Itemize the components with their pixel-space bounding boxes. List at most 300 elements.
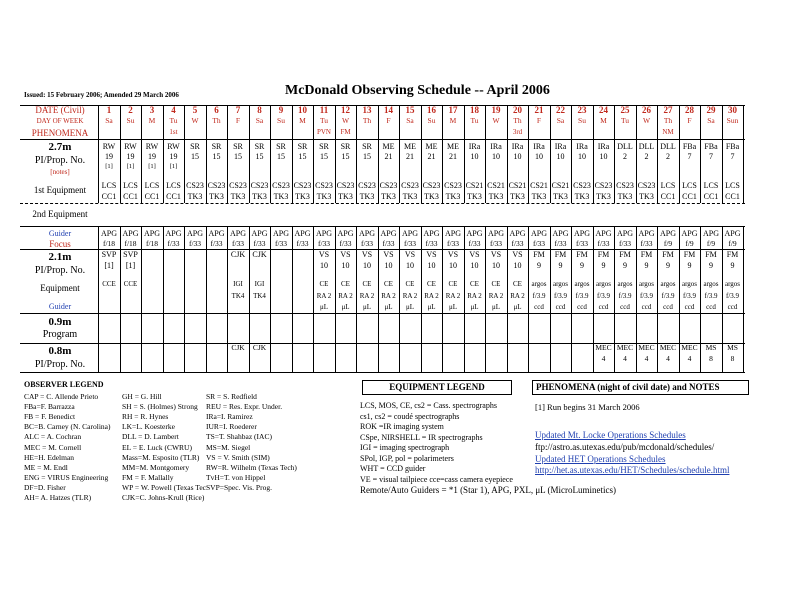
schedule-cell: Su [578, 116, 586, 125]
observer-legend-entry: REU = Res. Expr. Under. [206, 402, 283, 412]
schedule-cell: APG [573, 229, 590, 238]
schedule-cell: CS23 [637, 181, 656, 190]
schedule-cell: LCS [703, 181, 719, 190]
schedule-cell: LCS [144, 181, 160, 190]
schedule-cell: f/33 [210, 239, 223, 248]
schedule-cell: APG [186, 229, 203, 238]
schedule-cell: DLL [638, 142, 655, 151]
schedule-cell: Tu [169, 116, 178, 125]
schedule-cell: f/33 [532, 239, 546, 248]
schedule-cell: APG [423, 229, 440, 238]
schedule-cell: W [341, 116, 350, 125]
schedule-cell: CC1 [101, 192, 117, 201]
schedule-cell: APG [616, 229, 633, 238]
schedule-cell: CS21 [487, 181, 505, 190]
observer-legend-entry: SR = S. Redfield [206, 392, 257, 401]
schedule-cell: f/18 [102, 239, 116, 248]
program-label-09m: Program [42, 329, 78, 340]
schedule-cell: Th [362, 116, 372, 125]
grid-line [20, 203, 745, 204]
schedule-cell: FM [597, 250, 610, 259]
schedule-cell: CE [405, 280, 415, 288]
schedule-cell: APG [229, 229, 246, 238]
schedule-cell: 1 [106, 105, 112, 115]
schedule-cell: Sa [406, 116, 414, 125]
schedule-cell: TK3 [424, 192, 439, 201]
schedule-cell: APG [315, 229, 332, 238]
schedule-cell: 4 [171, 105, 176, 115]
schedule-cell: FBa [725, 142, 740, 151]
schedule-cell: TK4 [231, 292, 245, 300]
schedule-cell: 5 [192, 105, 198, 115]
schedule-cell: 19 [148, 152, 156, 161]
schedule-cell: CE [362, 280, 372, 288]
schedule-cell: f/3.9 [575, 292, 589, 300]
schedule-cell: TK3 [252, 192, 267, 201]
observer-legend-entry: AH= A. Hatzes (TLR) [24, 493, 92, 502]
schedule-cell: APG [509, 229, 526, 238]
schedule-cell: CC1 [725, 192, 740, 201]
schedule-cell: RA 2 [338, 292, 353, 300]
schedule-cell: RW [145, 142, 159, 151]
schedule-cell: FM [554, 250, 567, 259]
schedule-cell: APG [552, 229, 569, 238]
schedule-cell: CS23 [336, 181, 355, 190]
schedule-cell: MS [727, 343, 738, 352]
schedule-cell: APG [208, 229, 225, 238]
schedule-cell: M [299, 116, 306, 125]
link-het-title[interactable] [535, 455, 666, 464]
observer-legend-entry: LK=L. Koesterke [122, 422, 175, 432]
schedule-cell: 13 [362, 105, 372, 115]
schedule-cell: FM [340, 128, 351, 136]
schedule-cell: MS [705, 343, 717, 352]
observer-legend-entry: MS=M. Siegel [206, 442, 251, 452]
grid-divider [141, 226, 142, 372]
schedule-cell: Sa [105, 116, 113, 125]
schedule-cell: CS23 [616, 181, 634, 190]
note-1: [1] Run begins 31 March 2006 [535, 402, 640, 412]
schedule-cell: 9 [730, 261, 735, 270]
schedule-cell: LCS [660, 181, 676, 190]
schedule-cell: 29 [706, 105, 716, 115]
schedule-cell: ccd [727, 303, 738, 311]
schedule-cell: Su [427, 116, 436, 125]
observer-legend-entry: HE=H. Edelman [24, 452, 75, 462]
schedule-cell: 10 [578, 152, 586, 161]
schedule-cell: RW [124, 142, 137, 151]
schedule-cell: f/33 [618, 239, 632, 248]
schedule-cell: f/9 [728, 239, 737, 248]
schedule-cell: f/33 [468, 239, 481, 248]
schedule-cell: 10 [492, 152, 500, 161]
schedule-cell: W [492, 116, 500, 125]
schedule-cell: CS23 [573, 181, 591, 190]
schedule-cell: CC1 [166, 192, 181, 201]
observer-legend-entry: Mass=M. Esposito (TLR) [122, 452, 200, 462]
schedule-cell: APG [401, 229, 418, 238]
schedule-cell: 15 [298, 152, 307, 161]
schedule-cell: TK3 [381, 192, 396, 201]
schedule-cell: f/33 [296, 239, 309, 248]
schedule-cell: CS21 [551, 181, 570, 190]
schedule-cell: APG [337, 229, 354, 238]
schedule-cell: 15 [363, 152, 371, 161]
schedule-cell: 15 [405, 105, 415, 115]
schedule-cell: 15 [320, 152, 328, 161]
ftp-url-text: ftp://astro.as.utexas.edu/pub/mcdonald/schedules/ [535, 442, 715, 452]
schedule-cell: 15 [255, 152, 264, 161]
schedule-cell: f/18 [124, 239, 137, 248]
schedule-cell: APG [272, 229, 289, 238]
schedule-cell: 9 [601, 261, 606, 270]
schedule-cell: Sa [556, 116, 565, 125]
schedule-cell: RA 2 [488, 292, 504, 300]
schedule-cell: APG [100, 229, 117, 238]
schedule-cell: μL [405, 303, 415, 311]
observer-legend-entry: IRa=I. Ramirez [206, 412, 253, 422]
schedule-cell: Tu [319, 116, 329, 125]
schedule-cell: 1st [169, 128, 178, 136]
observer-legend-entry: CAP = C. Allende Prieto [24, 392, 99, 401]
equipment-legend-entry: WHT = CCD guider [360, 464, 426, 473]
schedule-cell: TK3 [445, 192, 461, 201]
schedule-cell: ccd [706, 303, 716, 311]
schedule-cell: 15 [212, 152, 221, 161]
schedule-cell: TK3 [402, 192, 418, 201]
schedule-cell: 4 [687, 354, 692, 363]
schedule-cell: APG [251, 229, 268, 238]
schedule-cell: SR [254, 142, 265, 151]
schedule-cell: 21 [427, 152, 436, 161]
observer-legend-entry: MEC = M. Cornell [24, 442, 82, 452]
schedule-cell: 20 [513, 105, 522, 115]
schedule-cell: SR [297, 142, 308, 151]
schedule-cell: CJK [252, 343, 267, 352]
schedule-cell: LCS [101, 181, 117, 190]
schedule-cell: 10 [320, 261, 328, 270]
schedule-cell: APG [466, 229, 483, 238]
schedule-cell: CS21 [530, 181, 548, 190]
schedule-cell: F [687, 116, 692, 125]
schedule-cell: 11 [319, 105, 329, 115]
schedule-cell: 2 [623, 152, 627, 161]
schedule-cell: ccd [534, 303, 544, 311]
schedule-cell: VS [512, 250, 523, 259]
schedule-cell: IRa [533, 142, 545, 151]
schedule-cell: 4 [601, 354, 606, 363]
schedule-cell: Tu [620, 116, 630, 125]
schedule-cell: IRa [554, 142, 567, 151]
focus-label: Focus [49, 239, 71, 249]
observer-legend-entry: SVP=Spec. Vis. Prog. [206, 482, 272, 492]
schedule-cell: VS [318, 250, 330, 259]
schedule-cell: FM [726, 250, 739, 259]
schedule-cell: CS23 [422, 181, 441, 190]
schedule-cell: TK4 [253, 292, 266, 300]
schedule-cell: APG [659, 229, 676, 238]
schedule-cell: μL [513, 303, 522, 311]
schedule-cell: ccd [555, 303, 566, 311]
schedule-cell: 4 [666, 354, 670, 363]
grid-divider [292, 226, 293, 372]
schedule-cell: APG [294, 229, 311, 238]
schedule-cell: APG [487, 229, 504, 238]
schedule-cell: μL [384, 303, 393, 311]
schedule-cell: CE [513, 280, 522, 288]
schedule-cell: IRa [511, 142, 524, 151]
first-equipment-label: 1st Equipment [33, 185, 87, 195]
grid-divider [120, 226, 121, 372]
observer-legend-title: OBSERVER LEGEND [24, 380, 104, 389]
schedule-cell: 21 [384, 152, 393, 161]
schedule-cell: LCS [725, 181, 740, 190]
schedule-cell: Sa [707, 116, 715, 125]
schedule-cell: CS23 [315, 181, 333, 190]
schedule-cell: APG [638, 229, 655, 238]
schedule-cell: TK3 [510, 192, 525, 201]
schedule-cell: 12 [341, 105, 350, 115]
schedule-cell: 10 [427, 261, 436, 270]
schedule-cell: 18 [470, 105, 479, 115]
schedule-cell: 10 [384, 261, 393, 270]
schedule-cell: 10 [406, 261, 414, 270]
grid-line [20, 372, 745, 373]
schedule-cell: f/9 [663, 239, 673, 248]
schedule-cell: VS [361, 250, 373, 259]
observer-legend-entry: DF=D. Fisher [24, 482, 66, 492]
equipment-legend-entry: IGI = imaging spectrograph [360, 443, 450, 452]
mt-locke-link[interactable]: Updated Mt. Locke Operations Schedules [535, 430, 686, 440]
schedule-cell: MEC [638, 343, 655, 352]
schedule-cell: argos [595, 280, 612, 288]
schedule-cell: [1] [105, 163, 113, 170]
schedule-cell: Sun [726, 116, 739, 125]
schedule-cell: FM [705, 250, 717, 259]
observer-legend-entry: RH = R. Hynes [122, 412, 169, 422]
schedule-cell: 17 [448, 105, 458, 115]
schedule-cell: TK3 [230, 192, 246, 201]
schedule-cell: 15 [234, 152, 242, 161]
pi-label-21m: PI/Prop. No. [34, 265, 86, 276]
schedule-cell: CS23 [401, 181, 419, 190]
telescope-27m-label: 2.7m [48, 141, 72, 153]
phenomena-label: PHENOMENA [31, 128, 89, 138]
telescope-21m-label: 2.1m [48, 251, 72, 263]
observer-legend-entry: DLL = D. Lambert [122, 432, 179, 442]
schedule-cell: 10 [341, 261, 350, 270]
schedule-cell: f/33 [167, 239, 180, 248]
schedule-cell: RW [102, 142, 116, 151]
schedule-cell: [1] [148, 163, 156, 170]
schedule-cell: f/3.9 [553, 292, 568, 300]
schedule-cell: f/3.9 [725, 292, 740, 300]
schedule-cell: FM [662, 250, 674, 259]
schedule-cell: argos [703, 280, 719, 288]
grid-divider [184, 226, 185, 372]
schedule-cell: NM [662, 128, 674, 136]
schedule-cell: RW [167, 142, 180, 151]
schedule-cell: 10 [535, 152, 543, 161]
schedule-cell: TK3 [553, 192, 568, 201]
schedule-cell: μL [319, 303, 329, 311]
schedule-cell: 9 [537, 261, 541, 270]
schedule-cell: RA 2 [359, 292, 375, 300]
schedule-cell: FM [683, 250, 696, 259]
het-url-line[interactable] [535, 466, 729, 475]
schedule-cell: CS21 [508, 181, 527, 190]
schedule-cell: FM [533, 250, 545, 259]
schedule-cell: μL [470, 303, 479, 311]
schedule-cell: TK3 [467, 192, 482, 201]
schedule-cell: f/3.9 [682, 292, 697, 300]
schedule-cell: 26 [642, 105, 651, 115]
schedule-cell: W [642, 116, 651, 125]
schedule-cell: 10 [513, 152, 522, 161]
schedule-cell: IGI [233, 280, 243, 288]
schedule-cell: 6 [214, 105, 219, 115]
schedule-cell: RA 2 [510, 292, 525, 300]
grid-divider [98, 226, 99, 372]
schedule-cell: TK3 [295, 192, 310, 201]
schedule-cell: CS23 [358, 181, 376, 190]
schedule-cell: RA 2 [445, 292, 461, 300]
schedule-cell: μL [427, 303, 436, 311]
schedule-cell: CC1 [682, 192, 697, 201]
schedule-cell: μL [341, 303, 350, 311]
pi-label-27m: PI/Prop. No. [34, 155, 86, 166]
schedule-cell: 10 [470, 152, 479, 161]
schedule-cell: TK3 [596, 192, 611, 201]
schedule-cell: Su [126, 116, 135, 125]
schedule-cell: CE [341, 280, 350, 288]
schedule-cell: f/33 [317, 239, 331, 248]
observer-legend-entry: IUR=I. Roederer [206, 422, 257, 432]
schedule-cell: 21 [534, 105, 544, 115]
schedule-cell: CE [384, 280, 393, 288]
schedule-cell: 9 [644, 261, 649, 270]
schedule-cell: APG [595, 229, 612, 238]
schedule-cell: TK3 [273, 192, 289, 201]
dow-label: DAY OF WEEK [36, 117, 84, 125]
schedule-cell: μL [448, 303, 458, 311]
schedule-cell: Sa [255, 116, 264, 125]
schedule-cell: CCE [123, 280, 138, 288]
schedule-cell: VS [469, 250, 480, 259]
schedule-cell: CS23 [207, 181, 226, 190]
schedule-cell: W [191, 116, 199, 125]
schedule-cell: IRa [468, 142, 481, 151]
schedule-cell: 19 [126, 152, 135, 161]
schedule-cell: 8 [730, 354, 735, 363]
schedule-cell: f/33 [489, 239, 503, 248]
schedule-cell: APG [702, 229, 719, 238]
het-schedule-link[interactable]: Updated HET Operations Schedules [535, 454, 666, 464]
schedule-cell: f/3.9 [639, 292, 654, 300]
schedule-cell: CE [470, 280, 479, 288]
schedule-cell: f/33 [274, 239, 288, 248]
schedule-cell: SR [362, 142, 372, 151]
schedule-cell: Su [277, 116, 285, 125]
observer-legend-entry: SH = S. (Holmes) Strong [122, 402, 198, 412]
schedule-cell: FM [640, 250, 653, 259]
schedule-cell: LCS [682, 181, 697, 190]
schedule-cell: CS23 [272, 181, 290, 190]
schedule-cell: DLL [660, 142, 676, 151]
schedule-cell: f/3.9 [661, 292, 675, 300]
schedule-cell: 19 [491, 105, 501, 115]
schedule-cell: APG [724, 229, 741, 238]
schedule-cell: TK3 [617, 192, 633, 201]
schedule-cell: 15 [341, 152, 350, 161]
schedule-cell: ccd [620, 303, 630, 311]
observer-legend-entry: GH = G. Hill [122, 392, 162, 401]
observer-legend-entry: VS = V. Smith (SIM) [206, 452, 270, 462]
schedule-cell: CS23 [250, 181, 269, 190]
observer-legend-entry: MM=M. Montgomery [122, 462, 190, 472]
schedule-cell: CS23 [229, 181, 247, 190]
schedule-cell: Th [212, 116, 221, 125]
schedule-cell: APG [165, 229, 182, 238]
schedule-cell: 21 [449, 152, 457, 161]
het-url-link[interactable]: http://het.as.utexas.edu/HET/Schedules/schedule.html [535, 465, 730, 475]
schedule-cell: IGI [254, 280, 265, 288]
observer-legend-entry: CJK=C. Johns-Krull (Rice) [122, 493, 205, 502]
schedule-cell: f/33 [575, 239, 589, 248]
schedule-cell: CC1 [123, 192, 138, 201]
schedule-cell: ME [404, 142, 416, 151]
observer-legend-entry: FM = F. Mallally [122, 472, 174, 482]
guider-label-21m: Guider [48, 302, 72, 311]
schedule-cell: μL [362, 303, 372, 311]
schedule-cell: APG [530, 229, 547, 238]
schedule-cell: TK3 [639, 192, 654, 201]
guider-label-27m: Guider [48, 229, 72, 238]
schedule-cell: VS [340, 250, 351, 259]
schedule-cell: F [386, 116, 391, 125]
schedule-cell: 7 [730, 152, 735, 161]
equipment-legend-entry: SPol, IGP, pol = polarimeters [360, 453, 454, 463]
schedule-cell: CS23 [186, 181, 204, 190]
schedule-cell: [1] [104, 261, 114, 270]
equipment-legend-entry: ROK =IR imaging system [360, 422, 444, 431]
observer-legend-entry: WP = W. Powell (Texas Tec [122, 482, 207, 492]
schedule-cell: 27 [663, 105, 673, 115]
schedule-cell: 19 [105, 152, 113, 161]
link-mt-locke-title[interactable] [535, 431, 686, 440]
schedule-cell: μL [491, 303, 501, 311]
schedule-cell: 8 [257, 105, 262, 115]
schedule-cell: [1] [125, 261, 136, 270]
schedule-cell: f/3.9 [596, 292, 611, 300]
schedule-cell: 10 [492, 261, 500, 270]
schedule-cell: f/3.9 [532, 292, 546, 300]
observer-legend-entry: BC=B. Carney (N. Carolina) [24, 422, 111, 432]
observer-legend-entry: ENG = VIRUS Engineering [24, 472, 109, 482]
schedule-cell: f/18 [145, 239, 159, 248]
schedule-cell: CCE [102, 280, 116, 288]
schedule-cell: SR [340, 142, 351, 151]
schedule-cell: ME [425, 142, 438, 151]
schedule-cell: APG [143, 229, 160, 238]
schedule-cell: MEC [659, 343, 677, 352]
schedule-cell: F [536, 116, 542, 125]
schedule-cell: 9 [580, 261, 584, 270]
schedule-cell: VS [426, 250, 437, 259]
schedule-cell: M [148, 116, 156, 125]
schedule-cell: LCS [166, 181, 181, 190]
schedule-cell: FM [576, 250, 588, 259]
